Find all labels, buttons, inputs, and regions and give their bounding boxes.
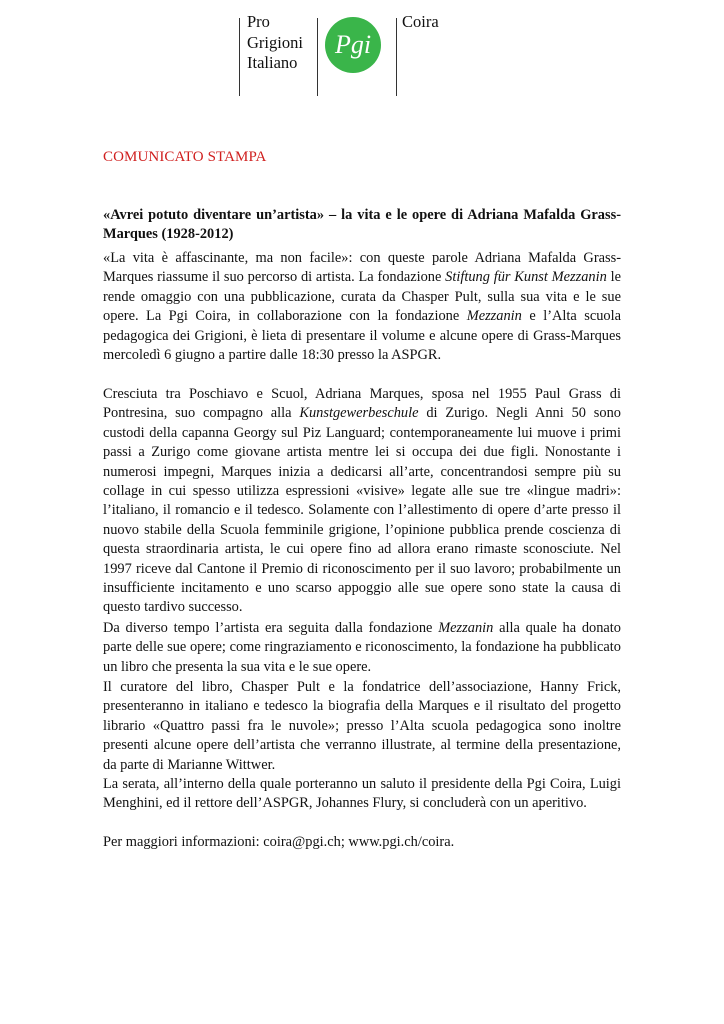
paragraph-1-text-c: le rende omaggio con una pubblicazione, curata da Chasper Pult, sulla sua vita e le sue opere. La Pgi Coira, in collaborazione con la fondazione <box>103 269 621 325</box>
org-line-1: Pro <box>247 12 270 31</box>
paragraph-2-text-a: Cresciuta tra Poschiavo e Scuol, Adriana Marques, sposa nel 1955 Paul Grass di Pontresina, suo compagno alla <box>103 386 621 422</box>
foundation-name-mezzanin: Mezzanin <box>438 620 494 636</box>
paragraph-2-text-c: di Zurigo. Negli Anni 50 sono custodi della capanna Georgy sul Piz Languard; contemporaneamente lui muove i primi passi a Zurigo come giovane artista mentre lei si occupa dei due figli. Nonostante i numerosi impegni, Marques inizia a dedicarsi all’arte, concentrandosi sempre più su collage in cui spesso utilizza espressioni «visive» legate alle sue tre «lingue madri»: l’italiano, il romancio e il tedesco. Solamente con l’allestimento di opere d’arte presso il nuovo stabile della Scuola femminile grigione, l’opinione pubblica prende coscienza di questa straordinaria artista, le cui opere fino ad allora erano rimaste sconosciute. Nel 1997 riceve dal Cantone il Premio di riconoscimento per il suo lavoro; probabilmente un insufficiente incitamento e uno scarso appoggio alle sue opere sono state la causa di questo tardivo successo. <box>103 405 621 616</box>
divider-line-left <box>239 18 240 96</box>
press-headline: «Avrei potuto diventare un’artista» – la vita e le opere di Adriana Mafalda Grass-Marques (1928-2012) <box>103 207 621 243</box>
organization-name <box>247 12 303 74</box>
location-name: Coira <box>402 12 439 31</box>
paragraph-2 <box>103 385 621 618</box>
logo-text: Pgi <box>334 30 372 59</box>
paragraph-3 <box>103 619 621 677</box>
org-line-3: Italiano <box>247 53 298 72</box>
letterhead <box>0 0 724 100</box>
paragraph-4: Il curatore del libro, Chasper Pult e la fondatrice dell’associazione, Hanny Frick, presenteranno in italiano e tedesco la biografia della Marques e il risultato del progetto librario «Quattro passi fra le nuvole»; presso l’Alta scuola pedagogica sono inoltre presenti alcune opere dell’artista che verranno illustrate, al termine della presentazione, da parte di Marianne Wittwer. <box>103 679 621 773</box>
foundation-name-short: Mezzanin <box>466 308 522 325</box>
paragraph-1-text-a: «La vita è affascinante, ma non facile»: con queste parole Adriana Mafalda Grass-Marques riassume il suo percorso di artista. La fondazione <box>103 250 621 286</box>
paragraph-1 <box>103 249 621 365</box>
school-name: Kunstgewerbeschule <box>299 405 419 422</box>
org-line-2: Grigioni <box>247 32 303 52</box>
paragraph-1-text-e: e l’Alta scuola pedagogica dei Grigioni, è lieta di presentare il volume e alcune opere di Grass-Marques mercoledì 6 giugno a partire dalle 18:30 presso la ASPGR. <box>103 308 621 364</box>
divider-line-right <box>396 18 397 96</box>
paragraph-3-text-c: alla quale ha donato parte delle sue opere; come ringraziamento e riconoscimento, la fondazione ha pubblicato un libro che presenta la sua vita e le sue opere. <box>103 620 621 675</box>
paragraph-3-text-a: Da diverso tempo l’artista era seguita dalla fondazione <box>103 620 439 636</box>
section-title: COMUNICATO STAMPA <box>103 149 267 165</box>
foundation-name-full: Stiftung für Kunst Mezzanin <box>445 269 607 286</box>
pgi-logo <box>324 16 382 74</box>
paragraph-5: La serata, all’interno della quale porteranno un saluto il presidente della Pgi Coira, Luigi Menghini, ed il rettore dell’ASPGR, Johannes Flury, si concluderà con un aperitivo. <box>103 776 621 812</box>
divider-line-center-left <box>317 18 318 96</box>
contact-info: Per maggiori informazioni: coira@pgi.ch; www.pgi.ch/coira. <box>103 834 455 850</box>
